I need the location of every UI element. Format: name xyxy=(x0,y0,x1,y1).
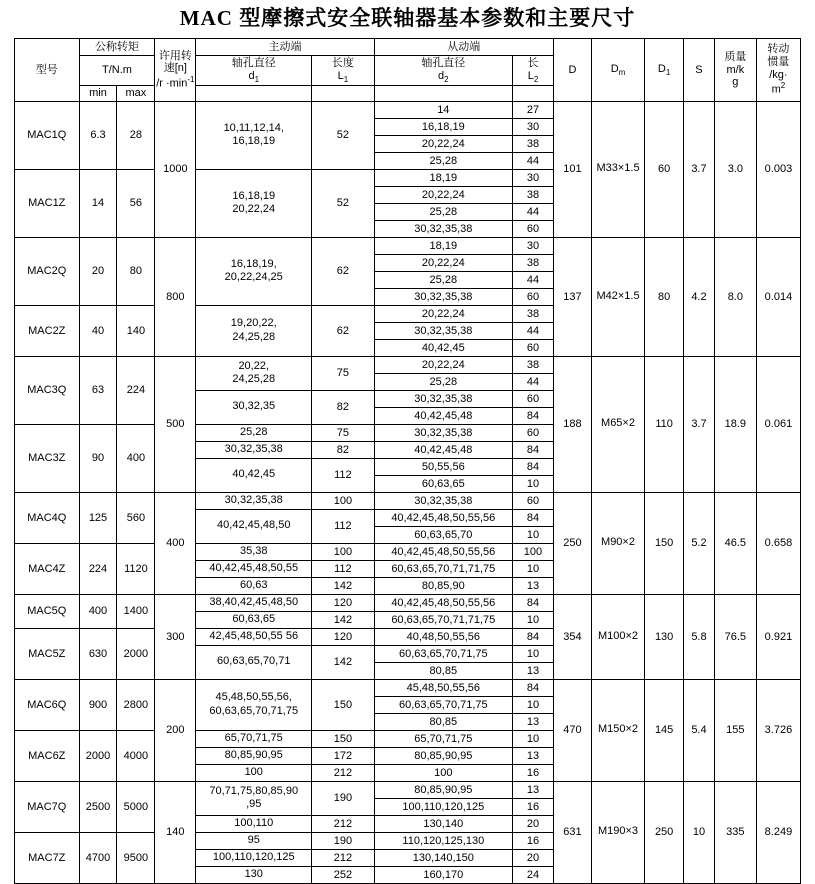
cell-drive-bore: 100 xyxy=(196,764,312,781)
th-allow-speed-l2: 速[n] xyxy=(163,62,187,75)
cell-driven-bore: 60,63,65 xyxy=(374,475,512,492)
cell-Dm: M33×1.5 xyxy=(591,101,644,237)
cell-driven-bore: 40,42,45,48,50,55,56 xyxy=(374,594,512,611)
cell-mass: 3.0 xyxy=(714,101,756,237)
th-D1: $D_1$ xyxy=(645,39,684,102)
cell-D1: 110 xyxy=(645,356,684,492)
cell-driven-bore: 30,32,35,38 xyxy=(374,322,512,339)
cell-driven-bore: 80,85,90 xyxy=(374,577,512,594)
cell-S: 3.7 xyxy=(684,356,715,492)
cell-model: MAC3Q xyxy=(15,356,80,424)
cell-drive-length: 212 xyxy=(312,764,375,781)
cell-model: MAC4Q xyxy=(15,492,80,543)
th-inertia-l3: /kg· xyxy=(769,68,788,81)
th-mass-l3: g xyxy=(732,76,739,89)
th-inertia-l2: 惯量 xyxy=(767,56,790,69)
cell-driven-length: 60 xyxy=(512,424,553,441)
cell-torque-min: 63 xyxy=(79,356,117,424)
cell-allow-speed: 1000 xyxy=(155,101,196,237)
cell-torque-min: 6.3 xyxy=(79,101,117,169)
cell-drive-bore: 42,45,48,50,55 56 xyxy=(196,628,312,645)
cell-D: 137 xyxy=(553,237,591,356)
cell-D1: 250 xyxy=(645,781,684,883)
cell-model: MAC2Z xyxy=(15,305,80,356)
cell-torque-max: 1120 xyxy=(117,543,155,594)
cell-driven-bore: 18,19 xyxy=(374,237,512,254)
cell-driven-length: 38 xyxy=(512,135,553,152)
cell-driven-length: 44 xyxy=(512,322,553,339)
cell-drive-length: 82 xyxy=(312,390,375,424)
cell-drive-length: 212 xyxy=(312,815,375,832)
cell-driven-length: 10 xyxy=(512,611,553,628)
cell-driven-bore: 20,22,24 xyxy=(374,305,512,322)
cell-torque-min: 14 xyxy=(79,169,117,237)
cell-driven-bore: 14 xyxy=(374,101,512,118)
th-spacer-3 xyxy=(374,86,512,102)
cell-drive-bore: 100,110 xyxy=(196,815,312,832)
cell-driven-length: 10 xyxy=(512,560,553,577)
th-spacer-2 xyxy=(312,86,375,102)
cell-mass: 335 xyxy=(714,781,756,883)
cell-drive-length: 190 xyxy=(312,781,375,815)
cell-drive-length: 120 xyxy=(312,594,375,611)
cell-model: MAC1Z xyxy=(15,169,80,237)
cell-drive-bore: 35,38 xyxy=(196,543,312,560)
table-row xyxy=(15,101,801,118)
cell-driven-bore: 45,48,50,55,56 xyxy=(374,679,512,696)
th-inertia-l1: 转动 xyxy=(767,43,790,56)
cell-driven-length: 60 xyxy=(512,220,553,237)
th-Dm: $D_m$ xyxy=(591,39,644,102)
table-row xyxy=(15,356,801,373)
cell-driven-length: 60 xyxy=(512,492,553,509)
cell-D1: 80 xyxy=(645,237,684,356)
cell-drive-bore: 45,48,50,55,56, 60,63,65,70,71,75 xyxy=(196,679,312,730)
cell-driven-bore: 16,18,19 xyxy=(374,118,512,135)
cell-torque-min: 2000 xyxy=(79,730,117,781)
cell-driven-length: 13 xyxy=(512,713,553,730)
cell-drive-length: 252 xyxy=(312,866,375,883)
cell-allow-speed: 400 xyxy=(155,492,196,594)
cell-driven-length: 84 xyxy=(512,458,553,475)
cell-driven-bore: 30,32,35,38 xyxy=(374,390,512,407)
cell-driven-length: 30 xyxy=(512,118,553,135)
cell-drive-bore: 130 xyxy=(196,866,312,883)
cell-drive-bore: 95 xyxy=(196,832,312,849)
cell-model: MAC4Z xyxy=(15,543,80,594)
cell-Dm: M65×2 xyxy=(591,356,644,492)
cell-allow-speed: 500 xyxy=(155,356,196,492)
cell-model: MAC1Q xyxy=(15,101,80,169)
cell-driven-length: 44 xyxy=(512,152,553,169)
cell-D: 354 xyxy=(553,594,591,679)
cell-drive-length: 190 xyxy=(312,832,375,849)
cell-driven-bore: 60,63,65,70,71,71,75 xyxy=(374,611,512,628)
table-row xyxy=(15,237,801,254)
cell-drive-bore: 60,63 xyxy=(196,577,312,594)
cell-torque-max: 9500 xyxy=(117,832,155,883)
cell-driven-length: 44 xyxy=(512,373,553,390)
cell-driven-bore: 110,120,125,130 xyxy=(374,832,512,849)
cell-torque-max: 560 xyxy=(117,492,155,543)
th-spacer-1 xyxy=(196,86,312,102)
cell-Dm: M42×1.5 xyxy=(591,237,644,356)
cell-drive-bore: 20,22, 24,25,28 xyxy=(196,356,312,390)
cell-allow-speed: 200 xyxy=(155,679,196,781)
cell-drive-bore: 10,11,12,14, 16,18,19 xyxy=(196,101,312,169)
cell-driven-length: 10 xyxy=(512,475,553,492)
cell-driven-bore: 40,42,45,48,50,55,56 xyxy=(374,543,512,560)
cell-torque-max: 28 xyxy=(117,101,155,169)
cell-drive-length: 142 xyxy=(312,577,375,594)
cell-Dm: M190×3 xyxy=(591,781,644,883)
cell-drive-bore: 19,20,22, 24,25,28 xyxy=(196,305,312,356)
cell-mass: 8.0 xyxy=(714,237,756,356)
th-inertia xyxy=(756,39,800,102)
cell-drive-length: 112 xyxy=(312,458,375,492)
cell-inertia: 0.658 xyxy=(756,492,800,594)
cell-driven-bore: 30,32,35,38 xyxy=(374,288,512,305)
cell-D1: 150 xyxy=(645,492,684,594)
cell-torque-max: 140 xyxy=(117,305,155,356)
cell-D: 188 xyxy=(553,356,591,492)
cell-driven-length: 10 xyxy=(512,730,553,747)
cell-inertia: 0.921 xyxy=(756,594,800,679)
cell-driven-length: 27 xyxy=(512,101,553,118)
cell-driven-bore: 40,42,45,48 xyxy=(374,407,512,424)
cell-Dm: M150×2 xyxy=(591,679,644,781)
spec-table xyxy=(14,38,801,884)
cell-driven-bore: 40,48,50,55,56 xyxy=(374,628,512,645)
cell-driven-length: 100 xyxy=(512,543,553,560)
th-mass-l2: m/k xyxy=(726,63,745,76)
cell-drive-length: 150 xyxy=(312,679,375,730)
cell-model: MAC6Q xyxy=(15,679,80,730)
cell-drive-bore: 60,63,65 xyxy=(196,611,312,628)
cell-drive-bore: 80,85,90,95 xyxy=(196,747,312,764)
cell-drive-length: 212 xyxy=(312,849,375,866)
th-D: D xyxy=(553,39,591,102)
th-length-drive: 长度 $L_1$ xyxy=(312,56,375,86)
cell-inertia: 8.249 xyxy=(756,781,800,883)
cell-torque-max: 1400 xyxy=(117,594,155,628)
th-length-driven: 长 $L_2$ xyxy=(512,56,553,86)
cell-mass: 76.5 xyxy=(714,594,756,679)
cell-drive-bore: 40,42,45,48,50,55 xyxy=(196,560,312,577)
cell-torque-max: 2000 xyxy=(117,628,155,679)
cell-drive-bore: 65,70,71,75 xyxy=(196,730,312,747)
cell-torque-min: 2500 xyxy=(79,781,117,832)
cell-D: 470 xyxy=(553,679,591,781)
cell-model: MAC5Q xyxy=(15,594,80,628)
cell-drive-length: 120 xyxy=(312,628,375,645)
th-torque-min: min xyxy=(79,86,117,102)
cell-torque-min: 224 xyxy=(79,543,117,594)
th-driven-end: 从动端 xyxy=(374,39,553,56)
cell-driven-bore: 30,32,35,38 xyxy=(374,424,512,441)
cell-driven-length: 30 xyxy=(512,169,553,186)
cell-driven-bore: 80,85,90,95 xyxy=(374,747,512,764)
cell-D1: 130 xyxy=(645,594,684,679)
cell-driven-bore: 20,22,24 xyxy=(374,186,512,203)
th-allow-speed xyxy=(155,39,196,102)
th-torque-unit: T/N.m xyxy=(79,56,155,86)
cell-drive-length: 100 xyxy=(312,543,375,560)
th-nominal-torque xyxy=(79,39,155,56)
cell-driven-bore: 30,32,35,38 xyxy=(374,492,512,509)
cell-driven-bore: 25,28 xyxy=(374,373,512,390)
cell-driven-length: 30 xyxy=(512,237,553,254)
th-S: S xyxy=(684,39,715,102)
cell-driven-bore: 130,140 xyxy=(374,815,512,832)
cell-driven-length: 44 xyxy=(512,271,553,288)
cell-drive-length: 52 xyxy=(312,101,375,169)
cell-driven-length: 24 xyxy=(512,866,553,883)
th-mass-l1: 质量 xyxy=(724,51,747,64)
cell-torque-max: 80 xyxy=(117,237,155,305)
cell-torque-max: 5000 xyxy=(117,781,155,832)
cell-drive-bore: 30,32,35,38 xyxy=(196,441,312,458)
cell-driven-bore: 25,28 xyxy=(374,271,512,288)
cell-inertia: 0.061 xyxy=(756,356,800,492)
cell-driven-bore: 50,55,56 xyxy=(374,458,512,475)
table-body xyxy=(15,101,801,883)
cell-S: 3.7 xyxy=(684,101,715,237)
cell-D: 250 xyxy=(553,492,591,594)
cell-torque-min: 40 xyxy=(79,305,117,356)
cell-inertia: 3.726 xyxy=(756,679,800,781)
cell-torque-max: 400 xyxy=(117,424,155,492)
cell-drive-bore: 70,71,75,80,85,90 ,95 xyxy=(196,781,312,815)
th-torque-max: max xyxy=(117,86,155,102)
th-nominal-torque-l1: 公称转矩 xyxy=(94,40,139,53)
cell-torque-min: 900 xyxy=(79,679,117,730)
cell-allow-speed: 800 xyxy=(155,237,196,356)
cell-driven-bore: 100,110,120,125 xyxy=(374,798,512,815)
cell-driven-bore: 65,70,71,75 xyxy=(374,730,512,747)
cell-mass: 18.9 xyxy=(714,356,756,492)
cell-drive-length: 75 xyxy=(312,424,375,441)
cell-mass: 155 xyxy=(714,679,756,781)
cell-drive-length: 62 xyxy=(312,305,375,356)
cell-torque-min: 90 xyxy=(79,424,117,492)
cell-allow-speed: 300 xyxy=(155,594,196,679)
cell-driven-bore: 60,63,65,70,71,75 xyxy=(374,696,512,713)
th-spacer-4 xyxy=(512,86,553,102)
cell-driven-length: 84 xyxy=(512,594,553,611)
th-drive-end: 主动端 xyxy=(196,39,374,56)
cell-driven-length: 60 xyxy=(512,288,553,305)
cell-drive-length: 75 xyxy=(312,356,375,390)
cell-driven-length: 20 xyxy=(512,849,553,866)
cell-driven-bore: 40,42,45 xyxy=(374,339,512,356)
cell-D: 101 xyxy=(553,101,591,237)
cell-driven-length: 16 xyxy=(512,764,553,781)
cell-driven-length: 38 xyxy=(512,356,553,373)
cell-model: MAC6Z xyxy=(15,730,80,781)
cell-torque-min: 400 xyxy=(79,594,117,628)
cell-driven-bore: 80,85 xyxy=(374,713,512,730)
cell-S: 5.8 xyxy=(684,594,715,679)
cell-torque-min: 20 xyxy=(79,237,117,305)
cell-drive-bore: 16,18,19, 20,22,24,25 xyxy=(196,237,312,305)
cell-drive-length: 82 xyxy=(312,441,375,458)
cell-driven-length: 38 xyxy=(512,186,553,203)
cell-driven-bore: 20,22,24 xyxy=(374,254,512,271)
cell-drive-length: 52 xyxy=(312,169,375,237)
cell-torque-min: 125 xyxy=(79,492,117,543)
cell-driven-length: 13 xyxy=(512,577,553,594)
cell-D: 631 xyxy=(553,781,591,883)
cell-torque-min: 4700 xyxy=(79,832,117,883)
cell-drive-bore: 30,32,35,38 xyxy=(196,492,312,509)
cell-torque-max: 4000 xyxy=(117,730,155,781)
cell-drive-length: 112 xyxy=(312,509,375,543)
cell-driven-bore: 160,170 xyxy=(374,866,512,883)
cell-driven-length: 84 xyxy=(512,509,553,526)
cell-S: 10 xyxy=(684,781,715,883)
cell-driven-bore: 30,32,35,38 xyxy=(374,220,512,237)
cell-D1: 145 xyxy=(645,679,684,781)
cell-driven-length: 84 xyxy=(512,407,553,424)
cell-driven-length: 16 xyxy=(512,832,553,849)
cell-inertia: 0.014 xyxy=(756,237,800,356)
cell-driven-bore: 18,19 xyxy=(374,169,512,186)
cell-driven-bore: 130,140,150 xyxy=(374,849,512,866)
cell-driven-bore: 40,42,45,48 xyxy=(374,441,512,458)
cell-allow-speed: 140 xyxy=(155,781,196,883)
cell-drive-bore: 60,63,65,70,71 xyxy=(196,645,312,679)
cell-torque-max: 224 xyxy=(117,356,155,424)
cell-driven-bore: 100 xyxy=(374,764,512,781)
cell-drive-length: 142 xyxy=(312,645,375,679)
table-row xyxy=(15,781,801,798)
cell-drive-length: 142 xyxy=(312,611,375,628)
cell-S: 4.2 xyxy=(684,237,715,356)
cell-drive-bore: 16,18,19 20,22,24 xyxy=(196,169,312,237)
th-inertia-l4: $m^2$ xyxy=(771,81,786,96)
cell-model: MAC2Q xyxy=(15,237,80,305)
th-bore-dia-drive: 轴孔直径 $d_1$ xyxy=(196,56,312,86)
cell-mass: 46.5 xyxy=(714,492,756,594)
cell-driven-length: 38 xyxy=(512,305,553,322)
cell-drive-bore: 40,42,45,48,50 xyxy=(196,509,312,543)
cell-model: MAC7Q xyxy=(15,781,80,832)
cell-model: MAC3Z xyxy=(15,424,80,492)
cell-driven-length: 60 xyxy=(512,339,553,356)
cell-driven-length: 10 xyxy=(512,696,553,713)
cell-driven-length: 10 xyxy=(512,526,553,543)
th-mass xyxy=(714,39,756,102)
cell-drive-bore: 30,32,35 xyxy=(196,390,312,424)
cell-driven-bore: 25,28 xyxy=(374,152,512,169)
cell-drive-bore: 38,40,42,45,48,50 xyxy=(196,594,312,611)
cell-driven-length: 44 xyxy=(512,203,553,220)
cell-driven-bore: 60,63,65,70 xyxy=(374,526,512,543)
cell-drive-length: 150 xyxy=(312,730,375,747)
th-allow-speed-l1: 许用转 xyxy=(158,49,192,62)
cell-torque-max: 56 xyxy=(117,169,155,237)
cell-driven-length: 20 xyxy=(512,815,553,832)
cell-driven-length: 13 xyxy=(512,747,553,764)
cell-torque-max: 2800 xyxy=(117,679,155,730)
cell-inertia: 0.003 xyxy=(756,101,800,237)
cell-Dm: M100×2 xyxy=(591,594,644,679)
cell-drive-bore: 100,110,120,125 xyxy=(196,849,312,866)
cell-driven-bore: 60,63,65,70,71,71,75 xyxy=(374,560,512,577)
cell-driven-length: 13 xyxy=(512,662,553,679)
cell-driven-bore: 80,85 xyxy=(374,662,512,679)
cell-driven-bore: 25,28 xyxy=(374,203,512,220)
table-row xyxy=(15,594,801,611)
table-row xyxy=(15,492,801,509)
cell-drive-bore: 40,42,45 xyxy=(196,458,312,492)
cell-driven-bore: 20,22,24 xyxy=(374,135,512,152)
th-allow-speed-l3: $/r \cdot\min^{-1}$ xyxy=(156,75,195,90)
th-model: 型号 xyxy=(15,39,80,102)
cell-driven-bore: 20,22,24 xyxy=(374,356,512,373)
cell-driven-length: 84 xyxy=(512,679,553,696)
cell-driven-length: 13 xyxy=(512,781,553,798)
table-row xyxy=(15,679,801,696)
cell-drive-length: 62 xyxy=(312,237,375,305)
cell-torque-min: 630 xyxy=(79,628,117,679)
cell-S: 5.2 xyxy=(684,492,715,594)
cell-driven-length: 10 xyxy=(512,645,553,662)
table-header xyxy=(15,39,801,102)
cell-drive-length: 112 xyxy=(312,560,375,577)
cell-driven-length: 84 xyxy=(512,628,553,645)
cell-drive-length: 172 xyxy=(312,747,375,764)
cell-Dm: M90×2 xyxy=(591,492,644,594)
cell-D1: 60 xyxy=(645,101,684,237)
cell-driven-length: 60 xyxy=(512,390,553,407)
cell-driven-bore: 40,42,45,48,50,55,56 xyxy=(374,509,512,526)
cell-driven-bore: 80,85,90,95 xyxy=(374,781,512,798)
cell-driven-length: 38 xyxy=(512,254,553,271)
th-bore-dia-driven: 轴孔直径 $d_2$ xyxy=(374,56,512,86)
cell-driven-length: 84 xyxy=(512,441,553,458)
cell-model: MAC5Z xyxy=(15,628,80,679)
cell-driven-bore: 60,63,65,70,71,75 xyxy=(374,645,512,662)
cell-driven-length: 16 xyxy=(512,798,553,815)
page-title: MAC 型摩擦式安全联轴器基本参数和主要尺寸 xyxy=(179,6,636,30)
cell-drive-length: 100 xyxy=(312,492,375,509)
cell-drive-bore: 25,28 xyxy=(196,424,312,441)
cell-model: MAC7Z xyxy=(15,832,80,883)
cell-S: 5.4 xyxy=(684,679,715,781)
